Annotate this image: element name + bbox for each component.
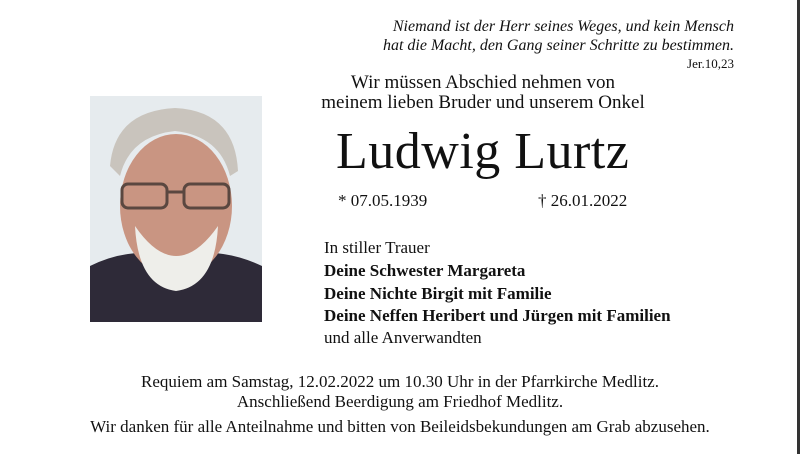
birth-date: * 07.05.1939 — [338, 191, 428, 210]
mourner-line: Deine Schwester Margareta — [324, 261, 526, 280]
death-date: † 26.01.2022 — [538, 191, 628, 210]
mourner-line: Deine Nichte Birgit mit Familie — [324, 284, 552, 303]
intro-line-2: meinem lieben Bruder und unserem Onkel — [321, 92, 645, 113]
motto-line-2: hat die Macht, den Gang seiner Schritte zu bestimmen. — [382, 37, 734, 54]
portrait-photo — [90, 96, 262, 322]
mourner-line: Deine Neffen Heribert und Jürgen mit Familien — [324, 306, 671, 325]
service-line-1: Requiem am Samstag, 12.02.2022 um 10.30 Uhr in der Pfarrkirche Medlitz. — [141, 372, 659, 391]
motto-reference: Jer.10,23 — [687, 56, 734, 71]
mourners-outro: und alle Anverwandten — [324, 328, 482, 347]
mourners-intro: In stiller Trauer — [324, 238, 430, 257]
thanks-note: Wir danken für alle Anteilnahme und bitten von Beileidsbekundungen am Grab abzusehen. — [90, 417, 710, 436]
intro-line-1: Wir müssen Abschied nehmen von — [350, 72, 616, 93]
service-line-2: Anschließend Beerdigung am Friedhof Medlitz. — [236, 392, 564, 411]
deceased-name: Ludwig Lurtz — [336, 123, 630, 180]
motto-line-1: Niemand ist der Herr seines Weges, und kein Mensch — [392, 18, 734, 35]
